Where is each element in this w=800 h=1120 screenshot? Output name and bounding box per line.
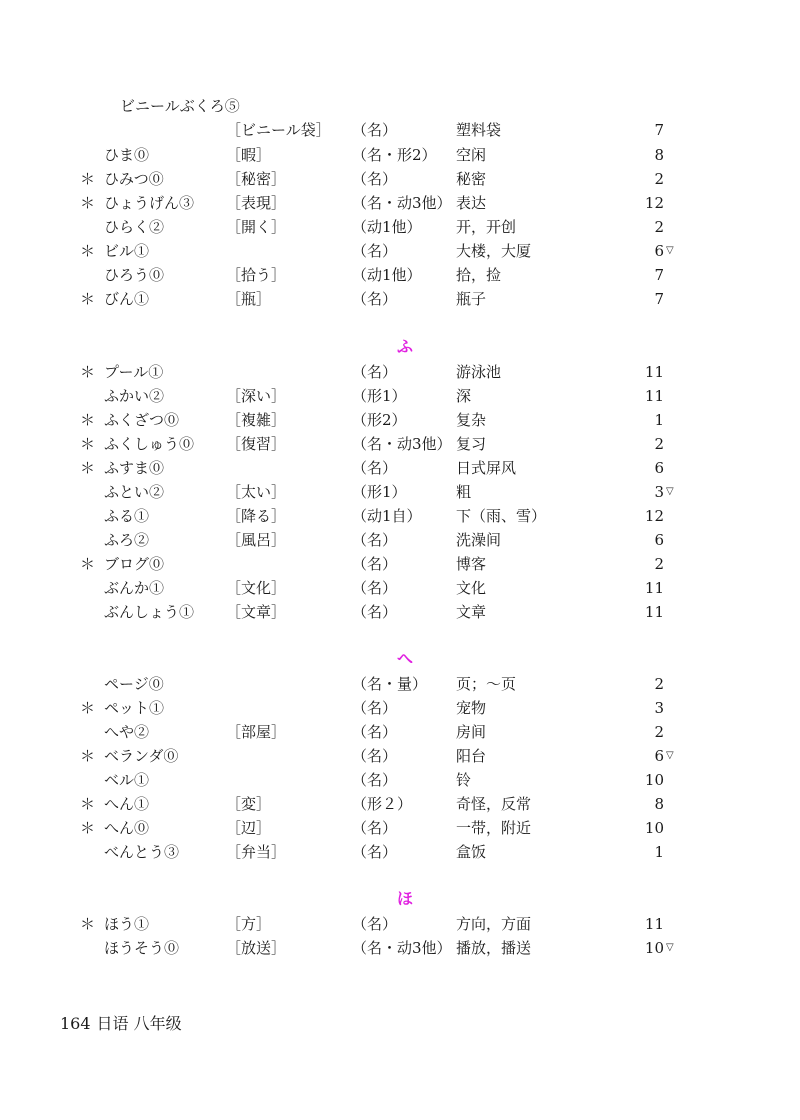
list-item bbox=[0, 792, 800, 816]
list-item bbox=[0, 672, 800, 696]
entry-kanji: ［暇］ bbox=[226, 146, 272, 164]
list-item bbox=[0, 552, 800, 576]
entry-part-of-speech: （形1） bbox=[352, 483, 407, 501]
entry-kana: ふる① bbox=[104, 507, 150, 525]
entry-lesson-number: 7 bbox=[654, 266, 664, 284]
entry-chinese-meaning: 洗澡间 bbox=[456, 531, 502, 549]
entry-kana: ほうそう⓪ bbox=[104, 939, 180, 957]
entry-star-marker: ＊ bbox=[80, 411, 96, 429]
entry-part-of-speech: （名・动3他） bbox=[352, 435, 452, 453]
entry-kanji: ［拾う］ bbox=[226, 266, 287, 284]
entry-marker: ▽ bbox=[666, 245, 674, 256]
entry-kanji: ［風呂］ bbox=[226, 531, 287, 549]
entry-lesson-number: 2 bbox=[654, 435, 664, 453]
entry-part-of-speech: （名） bbox=[352, 531, 398, 549]
entry-lesson-number: 10 bbox=[644, 939, 664, 957]
list-item bbox=[0, 576, 800, 600]
entry-lesson-number: 11 bbox=[644, 603, 664, 621]
entry-kana: ページ⓪ bbox=[104, 675, 164, 693]
entry-kana: へん⓪ bbox=[104, 819, 150, 837]
entry-star-marker: ＊ bbox=[80, 242, 96, 260]
entry-kana: ベル① bbox=[104, 771, 150, 789]
first-word-details bbox=[0, 118, 800, 142]
section-ho-entries bbox=[0, 912, 800, 960]
entry-kana: ふすま⓪ bbox=[104, 459, 165, 477]
entry-kana: ペット① bbox=[104, 699, 165, 717]
section-heading-ho: ほ bbox=[396, 889, 413, 908]
entry-lesson-number: 1 bbox=[654, 411, 664, 429]
entry-part-of-speech: （动1他） bbox=[352, 218, 422, 236]
entry-chinese-meaning: 空闲 bbox=[456, 146, 487, 164]
entry-star-marker: ＊ bbox=[80, 819, 96, 837]
list-item bbox=[0, 360, 800, 384]
entry-lesson-number: 2 bbox=[654, 170, 664, 188]
entry-star-marker: ＊ bbox=[80, 747, 96, 765]
entry-star-marker: ＊ bbox=[80, 194, 96, 212]
entry-kana: へん① bbox=[104, 795, 150, 813]
entry-star-marker: ＊ bbox=[80, 795, 96, 813]
entry-kana: ひょうげん③ bbox=[104, 194, 195, 212]
entry-kana: ベランダ⓪ bbox=[104, 747, 179, 765]
entry-chinese-meaning: 复杂 bbox=[456, 411, 487, 429]
entry-star-marker: ＊ bbox=[80, 290, 96, 308]
entry-kanji: ［部屋］ bbox=[226, 723, 287, 741]
entry-part-of-speech: （名・动3他） bbox=[352, 939, 452, 957]
section-fu-entries bbox=[0, 360, 800, 624]
entry-chinese-meaning: 一带，附近 bbox=[456, 819, 532, 837]
entry-kanji: ［辺］ bbox=[226, 819, 272, 837]
entry-kana: ひらく② bbox=[104, 218, 165, 236]
list-item bbox=[0, 118, 800, 142]
entry-lesson-number: 12 bbox=[644, 194, 664, 212]
entry-lesson-number: 8 bbox=[654, 795, 664, 813]
page-number: 164 bbox=[60, 1014, 91, 1033]
entry-lesson-number: 11 bbox=[644, 915, 664, 933]
entry-kana: びん① bbox=[104, 290, 150, 308]
entry-star-marker: ＊ bbox=[80, 363, 96, 381]
book-title: 日语 八年级 bbox=[96, 1014, 182, 1033]
entry-chinese-meaning: 阳台 bbox=[456, 747, 487, 765]
entry-kanji: ［文章］ bbox=[226, 603, 287, 621]
entry-chinese-meaning: 拾，捡 bbox=[456, 266, 502, 284]
entry-chinese-meaning: 文化 bbox=[456, 579, 487, 597]
entry-kana: へや② bbox=[104, 723, 150, 741]
entry-lesson-number: 11 bbox=[644, 387, 664, 405]
list-item bbox=[0, 600, 800, 624]
entry-kana: ふくしゅう⓪ bbox=[104, 435, 195, 453]
entry-chinese-meaning: 复习 bbox=[456, 435, 487, 453]
list-item bbox=[0, 480, 800, 504]
entry-part-of-speech: （动1自） bbox=[352, 507, 422, 525]
entry-part-of-speech: （名・量） bbox=[352, 675, 428, 693]
entry-kanji: ［変］ bbox=[226, 795, 272, 813]
entry-lesson-number: 3 bbox=[654, 699, 664, 717]
entry-part-of-speech: （名） bbox=[352, 363, 398, 381]
list-item bbox=[0, 191, 800, 215]
entry-kana: ふとい② bbox=[104, 483, 165, 501]
entry-part-of-speech: （名） bbox=[352, 579, 398, 597]
list-item bbox=[0, 528, 800, 552]
entry-part-of-speech: （名） bbox=[352, 843, 398, 861]
entry-kana: ひま⓪ bbox=[104, 146, 150, 164]
entry-lesson-number: 11 bbox=[644, 579, 664, 597]
entry-chinese-meaning: 游泳池 bbox=[456, 363, 502, 381]
list-item bbox=[0, 768, 800, 792]
entry-kana: ぶんしょう① bbox=[104, 603, 195, 621]
list-item bbox=[0, 720, 800, 744]
entry-part-of-speech: （形2） bbox=[352, 411, 407, 429]
entry-chinese-meaning: 表达 bbox=[456, 194, 487, 212]
first-word-kana: ビニールぶくろ⑤ bbox=[120, 97, 240, 115]
entry-lesson-number: 12 bbox=[644, 507, 664, 525]
entry-part-of-speech: （名・形2） bbox=[352, 146, 437, 164]
entry-kana: ふろ② bbox=[104, 531, 150, 549]
entry-part-of-speech: （名） bbox=[352, 290, 398, 308]
entry-kana: ブログ⓪ bbox=[104, 555, 165, 573]
entry-chinese-meaning: 方向，方面 bbox=[456, 915, 532, 933]
list-item bbox=[0, 263, 800, 287]
entry-chinese-meaning: 页；～页 bbox=[456, 675, 517, 693]
entry-kanji: ［表現］ bbox=[226, 194, 287, 212]
entry-part-of-speech: （名） bbox=[352, 723, 398, 741]
entry-lesson-number: 8 bbox=[654, 146, 664, 164]
entry-marker: ▽ bbox=[666, 942, 674, 953]
entry-star-marker: ＊ bbox=[80, 555, 96, 573]
entry-chinese-meaning: 大楼，大厦 bbox=[456, 242, 532, 260]
entry-kanji: ［複雑］ bbox=[226, 411, 287, 429]
entry-kanji: ［太い］ bbox=[226, 483, 287, 501]
entry-chinese-meaning: 铃 bbox=[456, 771, 472, 789]
entry-star-marker: ＊ bbox=[80, 915, 96, 933]
list-item bbox=[0, 384, 800, 408]
entry-lesson-number: 7 bbox=[654, 290, 664, 308]
entry-part-of-speech: （名） bbox=[352, 121, 398, 139]
entry-kana: プール① bbox=[104, 363, 164, 381]
entry-chinese-meaning: 深 bbox=[456, 387, 472, 405]
entry-kanji: ［放送］ bbox=[226, 939, 287, 957]
entry-part-of-speech: （形２） bbox=[352, 795, 413, 813]
entry-kana: ビル① bbox=[104, 242, 150, 260]
entry-lesson-number: 6 bbox=[654, 459, 664, 477]
entry-star-marker: ＊ bbox=[80, 435, 96, 453]
entry-lesson-number: 10 bbox=[644, 819, 664, 837]
entry-kana: べんとう③ bbox=[104, 843, 180, 861]
entry-part-of-speech: （名） bbox=[352, 915, 398, 933]
entry-chinese-meaning: 瓶子 bbox=[456, 290, 487, 308]
entry-kanji: ［方］ bbox=[226, 915, 272, 933]
entry-kanji: ［ビニール袋］ bbox=[226, 121, 331, 139]
entry-kanji: ［瓶］ bbox=[226, 290, 272, 308]
entry-kanji: ［復習］ bbox=[226, 435, 287, 453]
entry-star-marker: ＊ bbox=[80, 459, 96, 477]
entry-chinese-meaning: 开，开创 bbox=[456, 218, 517, 236]
entry-chinese-meaning: 日式屏风 bbox=[456, 459, 517, 477]
list-item bbox=[0, 816, 800, 840]
entry-star-marker: ＊ bbox=[80, 170, 96, 188]
entry-lesson-number: 10 bbox=[644, 771, 664, 789]
entry-part-of-speech: （动1他） bbox=[352, 266, 422, 284]
entry-lesson-number: 6 bbox=[654, 747, 664, 765]
list-item bbox=[0, 215, 800, 239]
entry-part-of-speech: （名） bbox=[352, 459, 398, 477]
entry-lesson-number: 3 bbox=[654, 483, 664, 501]
list-item bbox=[0, 408, 800, 432]
entry-lesson-number: 2 bbox=[654, 555, 664, 573]
list-item bbox=[0, 840, 800, 864]
entry-chinese-meaning: 盒饭 bbox=[456, 843, 487, 861]
list-item bbox=[0, 456, 800, 480]
entry-chinese-meaning: 房间 bbox=[456, 723, 487, 741]
entry-chinese-meaning: 播放，播送 bbox=[456, 939, 532, 957]
list-item bbox=[0, 239, 800, 263]
section-hi-entries bbox=[0, 143, 800, 311]
entry-chinese-meaning: 文章 bbox=[456, 603, 487, 621]
entry-lesson-number: 2 bbox=[654, 218, 664, 236]
entry-kanji: ［深い］ bbox=[226, 387, 287, 405]
entry-lesson-number: 6 bbox=[654, 242, 664, 260]
entry-chinese-meaning: 博客 bbox=[456, 555, 487, 573]
list-item bbox=[0, 287, 800, 311]
list-item bbox=[0, 696, 800, 720]
entry-kana: ふくざつ⓪ bbox=[104, 411, 180, 429]
list-item bbox=[0, 504, 800, 528]
entry-kanji: ［文化］ bbox=[226, 579, 287, 597]
entry-marker: ▽ bbox=[666, 750, 674, 761]
entry-chinese-meaning: 塑料袋 bbox=[456, 121, 502, 139]
entry-kanji: ［開く］ bbox=[226, 218, 287, 236]
entry-lesson-number: 7 bbox=[654, 121, 664, 139]
entry-chinese-meaning: 宠物 bbox=[456, 699, 487, 717]
entry-lesson-number: 2 bbox=[654, 675, 664, 693]
entry-chinese-meaning: 秘密 bbox=[456, 170, 487, 188]
entry-part-of-speech: （名） bbox=[352, 170, 398, 188]
list-item bbox=[0, 143, 800, 167]
entry-lesson-number: 1 bbox=[654, 843, 664, 861]
entry-kana: ほう① bbox=[104, 915, 150, 933]
entry-kana: ひろう⓪ bbox=[104, 266, 165, 284]
entry-kanji: ［降る］ bbox=[226, 507, 287, 525]
entry-part-of-speech: （名） bbox=[352, 242, 398, 260]
list-item bbox=[0, 912, 800, 936]
entry-part-of-speech: （形1） bbox=[352, 387, 407, 405]
entry-kana: ぶんか① bbox=[104, 579, 165, 597]
entry-marker: ▽ bbox=[666, 486, 674, 497]
list-item bbox=[0, 936, 800, 960]
entry-chinese-meaning: 下（雨、雪） bbox=[456, 507, 547, 525]
entry-part-of-speech: （名） bbox=[352, 819, 398, 837]
entry-lesson-number: 2 bbox=[654, 723, 664, 741]
entry-part-of-speech: （名） bbox=[352, 771, 398, 789]
page-footer bbox=[60, 1012, 188, 1036]
section-heading-he: へ bbox=[396, 649, 413, 668]
entry-chinese-meaning: 奇怪，反常 bbox=[456, 795, 532, 813]
list-item bbox=[0, 432, 800, 456]
entry-part-of-speech: （名・动3他） bbox=[352, 194, 452, 212]
entry-kana: ひみつ⓪ bbox=[104, 170, 164, 188]
entry-part-of-speech: （名） bbox=[352, 699, 398, 717]
entry-part-of-speech: （名） bbox=[352, 747, 398, 765]
entry-kana: ふかい② bbox=[104, 387, 165, 405]
entry-chinese-meaning: 粗 bbox=[456, 483, 472, 501]
list-item bbox=[0, 167, 800, 191]
entry-part-of-speech: （名） bbox=[352, 555, 398, 573]
section-he-entries bbox=[0, 672, 800, 864]
entry-kanji: ［秘密］ bbox=[226, 170, 287, 188]
list-item bbox=[0, 744, 800, 768]
entry-part-of-speech: （名） bbox=[352, 603, 398, 621]
entry-star-marker: ＊ bbox=[80, 699, 96, 717]
entry-lesson-number: 11 bbox=[644, 363, 664, 381]
entry-lesson-number: 6 bbox=[654, 531, 664, 549]
entry-kanji: ［弁当］ bbox=[226, 843, 287, 861]
section-heading-fu: ふ bbox=[396, 337, 413, 356]
